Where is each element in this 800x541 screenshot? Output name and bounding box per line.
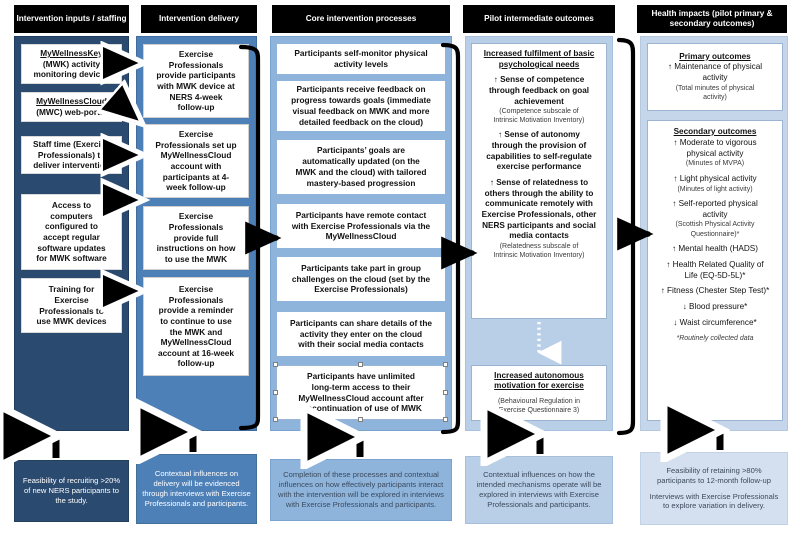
column-header-processes: Core intervention processes xyxy=(272,5,450,33)
process-box-social-sharing: Participants can share details of the activity they enter on the cloud with their social media contacts xyxy=(276,311,446,357)
process-box-unlimited-access[interactable]: Participants have unlimited long-term access to their MyWellnessCloud account after discontinuation of use of MWK xyxy=(276,365,446,420)
process-box-group-challenges: Participants take part in group challenges on the cloud (set by the Exercise Professionals) xyxy=(276,256,446,302)
input-box-mwc: MyWellnessCloud (MWC) web-portal xyxy=(21,92,122,122)
input-box-staff-time: Staff time (Exercise Professionals) to deliver intervention xyxy=(21,136,122,174)
process-box-feedback: Participants receive feedback on progress towards goals (immediate visual feedback on MWK and more detailed feedback on the cloud) xyxy=(276,80,446,132)
selection-handle-tl[interactable] xyxy=(273,362,278,367)
delivery-box-provide-mwk: Exercise Professionals provide participants with MWK device at NERS 4-week follow-up xyxy=(143,44,249,118)
mechanism-box-autonomous-motivation: Increased autonomous motivation for exercise (Behavioural Regulation in Exercise Questionnaire 3) xyxy=(471,365,607,421)
process-box-goals-updated: Participants’ goals are automatically updated (on the MWK and the cloud) with tailored mastery-based progression xyxy=(276,139,446,195)
column-header-mechanisms: Pilot intermediate outcomes xyxy=(463,5,615,33)
note-impacts: Feasibility of retaining >80% participants to 12-month follow-up Interviews with Exercise Professionals to explore variation in delivery. xyxy=(640,452,788,525)
delivery-box-reminder: Exercise Professionals provide a reminder to continue to use the MWK and MyWellnessCloud account at 16-week follow-up xyxy=(143,277,249,376)
column-header-delivery: Intervention delivery xyxy=(141,5,257,33)
delivery-box-instructions: Exercise Professionals provide full instructions on how to use the MWK xyxy=(143,206,249,270)
note-delivery: Contextual influences on delivery will be evidenced through interviews with Exercise Professionals and participants. xyxy=(136,454,257,524)
input-box-training: Training for Exercise Professionals to use MWK devices xyxy=(21,278,122,333)
input-box-mwk: MyWellnessKey (MWK) activity monitoring devices xyxy=(21,44,122,84)
column-header-impacts: Health impacts (pilot primary & secondary outcomes) xyxy=(637,5,787,33)
delivery-box-setup-mwc: Exercise Professionals set up MyWellnessCloud account with participants at 4- week follow-up xyxy=(143,124,249,198)
selection-handle-mr[interactable] xyxy=(443,390,448,395)
process-box-remote-contact: Participants have remote contact with Exercise Professionals via the MyWellnessCloud xyxy=(276,203,446,249)
selection-handle-br[interactable] xyxy=(443,417,448,422)
note-mechanisms: Contextual influences on how the intended mechanisms operate will be explored in interviews with Exercise Professionals and participants. xyxy=(465,456,613,524)
input-box-computer-access: Access to computers configured to accept regular software updates for MWK software xyxy=(21,194,122,270)
impact-box-primary-outcomes: Primary outcomes ↑ Maintenance of physical activity (Total minutes of physical activity) xyxy=(647,43,783,111)
selection-handle-tr[interactable] xyxy=(443,362,448,367)
process-box-self-monitor: Participants self-monitor physical activity levels xyxy=(276,43,446,75)
selection-handle-bc[interactable] xyxy=(358,417,363,422)
selection-handle-ml[interactable] xyxy=(273,390,278,395)
impact-box-secondary-outcomes: Secondary outcomes ↑ Moderate to vigorous physical activity (Minutes of MVPA) ↑ Light physical activity (Minutes of light activity) ↑ Self-reported physical activity (Scottish Physical Activity Questionnaire)* ↑ Mental health (HADS) ↑ Health Related Quality of Life (EQ-5D-5L)* ↑ Fitness (Chester Step Test)* ↓ Blood pressure* ↓ Waist circumference* *Routinely collected data xyxy=(647,120,783,421)
mechanism-box-psych-needs: Increased fulfilment of basic psychological needs ↑ Sense of competence through feedback on goal achievement (Competence subscale of Intrinsic Motivation Inventory) ↑ Sense of autonomy through the provision of capabilities to self-regulate exercise performance ↑ Sense of relatedness to others through the ability to communicate remotely with Exercise Professionals, other NERS participants and social media contacts (Relatedness subscale of Intrinsic Motivation Inventory) xyxy=(471,43,607,319)
note-processes: Completion of these processes and contextual influences on how effectively participants interact with the intervention will be explored in interviews with Exercise Professionals and participants. xyxy=(270,459,452,521)
column-header-inputs: Intervention inputs / staffing xyxy=(14,5,129,33)
note-inputs: Feasibility of recruiting >20% of new NERS participants to the study. xyxy=(14,460,129,522)
selection-handle-bl[interactable] xyxy=(273,417,278,422)
selection-handle-tc[interactable] xyxy=(358,362,363,367)
